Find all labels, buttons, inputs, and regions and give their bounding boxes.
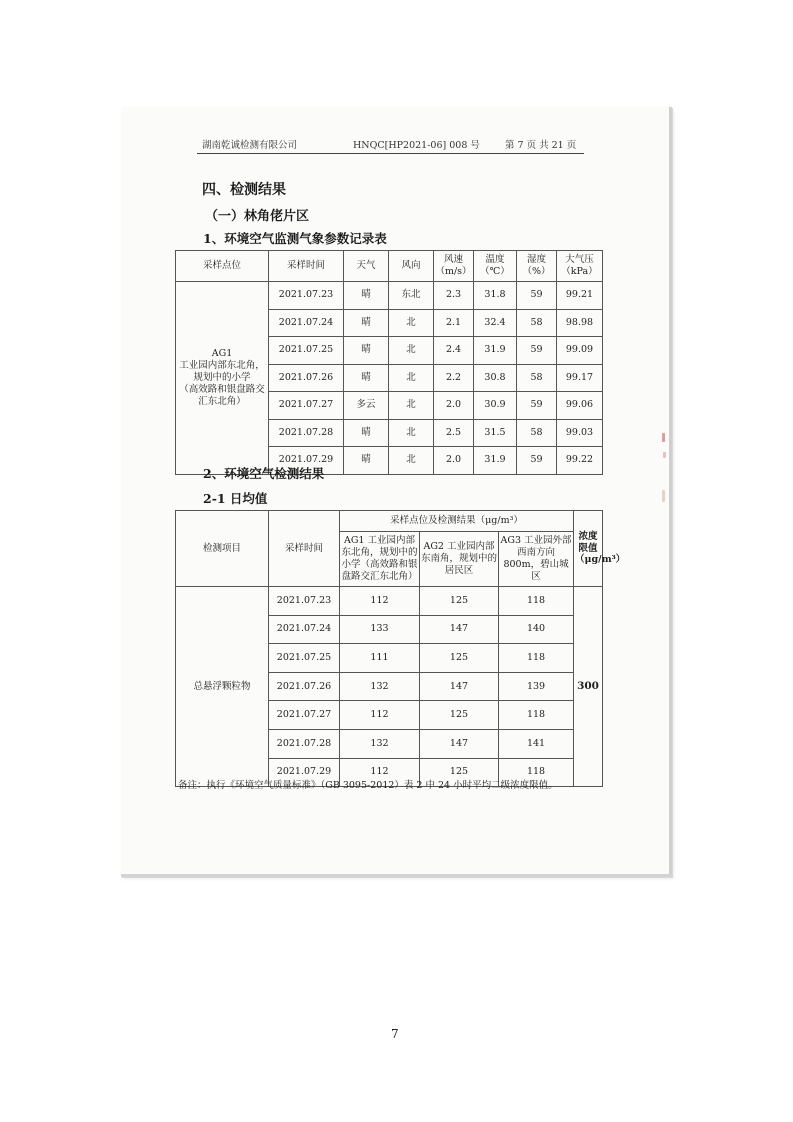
page-number: 7	[391, 1027, 399, 1041]
table-cell: 2021.07.24	[269, 309, 344, 337]
table1-header-cell: 温度 （℃）	[474, 251, 517, 282]
table-cell: 147	[420, 672, 499, 701]
table-cell: 31.9	[474, 337, 517, 365]
table-cell: 2021.07.26	[269, 672, 340, 701]
table-cell: 99.21	[557, 282, 603, 310]
site-header-cell: AG3 工业园外部西南方向 800m，碧山城区	[499, 532, 574, 587]
table-cell: 晴	[344, 337, 389, 365]
table-cell: 32.4	[474, 309, 517, 337]
air-quality-table	[175, 510, 626, 787]
table-cell: 2.4	[434, 337, 474, 365]
table-cell: 125	[420, 587, 499, 616]
table-cell: 2021.07.29	[269, 758, 340, 787]
table-cell: 北	[389, 364, 434, 392]
table-cell: 111	[340, 644, 420, 673]
table-cell: 99.03	[557, 419, 603, 447]
table-cell: 北	[389, 447, 434, 475]
table-cell: 2.2	[434, 364, 474, 392]
table2-header-row-1	[176, 511, 603, 532]
table2-header-limit: 浓度限值 （μg/m³）	[574, 511, 603, 587]
table-cell: 99.17	[557, 364, 603, 392]
table-cell: 东北	[389, 282, 434, 310]
header-company: 湖南乾诚检测有限公司	[202, 140, 298, 151]
table-cell: 118	[499, 644, 574, 673]
stamp-mark	[662, 490, 665, 502]
table-cell: 59	[517, 282, 557, 310]
table-cell: 北	[389, 309, 434, 337]
table1-header-cell: 风向	[389, 251, 434, 282]
table-cell: 2.3	[434, 282, 474, 310]
scan-edge-right	[669, 107, 672, 877]
table-cell: 99.09	[557, 337, 603, 365]
table-cell: 北	[389, 337, 434, 365]
table-cell: 晴	[344, 309, 389, 337]
table-cell: 2.0	[434, 447, 474, 475]
table1-header-cell: 采样点位	[176, 251, 269, 282]
table-cell: 2021.07.23	[269, 587, 340, 616]
table-cell: 112	[340, 587, 420, 616]
table-cell: 多云	[344, 392, 389, 420]
table-cell: 58	[517, 419, 557, 447]
table-cell: 2021.07.26	[269, 364, 344, 392]
table-cell: 晴	[344, 282, 389, 310]
table-cell: 112	[340, 701, 420, 730]
table-cell: 112	[340, 758, 420, 787]
stamp-mark	[663, 452, 666, 458]
table-cell: 139	[499, 672, 574, 701]
table-cell: 125	[420, 701, 499, 730]
table-cell: 2021.07.28	[269, 419, 344, 447]
table-cell: 2021.07.25	[269, 644, 340, 673]
table-cell: 118	[499, 758, 574, 787]
site-header-cell: AG2 工业园内部东南角，规划中的居民区	[420, 532, 499, 587]
meteorological-table	[175, 250, 603, 475]
test-item-cell: 总悬浮颗粒物	[176, 587, 269, 787]
table-cell: 125	[420, 644, 499, 673]
table-cell: 99.22	[557, 447, 603, 475]
table-cell: 59	[517, 337, 557, 365]
table1-header-cell: 风速 （m/s）	[434, 251, 474, 282]
table1-header-cell: 湿度 （%）	[517, 251, 557, 282]
table-cell: 140	[499, 615, 574, 644]
table-cell: 31.5	[474, 419, 517, 447]
table-cell: 99.06	[557, 392, 603, 420]
table-cell: 2021.07.27	[269, 392, 344, 420]
table-cell: 147	[420, 729, 499, 758]
sampling-site-cell: AG1 工业园内部东北角，规划中的小学 （高效路和银盘路交汇东北角）	[176, 282, 269, 475]
header-rule	[197, 153, 584, 154]
table-cell: 132	[340, 672, 420, 701]
table1-header-cell: 采样时间	[269, 251, 344, 282]
table-cell: 141	[499, 729, 574, 758]
table-cell: 132	[340, 729, 420, 758]
table2-header-item: 检测项目	[176, 511, 269, 587]
table2-note: 备注：执行《环境空气质量标准》（GB 3095-2012）表 2 中 24 小时平均二级浓度限值。	[178, 780, 558, 791]
table-row	[176, 282, 603, 310]
table-cell: 2021.07.27	[269, 701, 340, 730]
table-cell: 133	[340, 615, 420, 644]
table1-title: 1、环境空气监测气象参数记录表	[203, 231, 387, 246]
header-report-number: HNQC[HP2021-06] 008 号	[353, 140, 480, 151]
table-cell: 晴	[344, 447, 389, 475]
table-cell: 58	[517, 364, 557, 392]
table-cell: 30.8	[474, 364, 517, 392]
header-page-info: 第 7 页 共 21 页	[505, 140, 577, 151]
scan-edge-bottom	[121, 874, 672, 877]
table-cell: 118	[499, 701, 574, 730]
table-cell: 98.98	[557, 309, 603, 337]
table2-subtitle: 2-1 日均值	[203, 491, 268, 506]
subsection-heading: （一）林角佬片区	[205, 209, 310, 224]
table-cell: 58	[517, 309, 557, 337]
table-cell: 2021.07.29	[269, 447, 344, 475]
table-cell: 2021.07.24	[269, 615, 340, 644]
table1-header-cell: 天气	[344, 251, 389, 282]
limit-value-cell: 300	[574, 587, 603, 787]
section-heading: 四、检测结果	[202, 182, 286, 198]
table-cell: 2.1	[434, 309, 474, 337]
table-cell: 晴	[344, 419, 389, 447]
table1-header-row	[176, 251, 603, 282]
table-cell: 晴	[344, 364, 389, 392]
table-cell: 31.9	[474, 447, 517, 475]
table2-header-group: 采样点位及检测结果（μg/m³）	[340, 511, 574, 532]
table-cell: 北	[389, 419, 434, 447]
table2-title: 2、环境空气检测结果	[203, 466, 325, 481]
table-cell: 2021.07.25	[269, 337, 344, 365]
table-cell: 59	[517, 392, 557, 420]
site-header-cell: AG1 工业园内部东北角，规划中的小学（高效路和银盘路交汇东北角）	[340, 532, 420, 587]
table-cell: 31.8	[474, 282, 517, 310]
table1-header-cell: 大气压 （kPa）	[557, 251, 603, 282]
table-cell: 北	[389, 392, 434, 420]
stamp-mark	[662, 433, 665, 442]
table-cell: 147	[420, 615, 499, 644]
table-cell: 30.9	[474, 392, 517, 420]
table-cell: 59	[517, 447, 557, 475]
table-row	[176, 587, 603, 616]
table-cell: 2021.07.23	[269, 282, 344, 310]
table-cell: 2.0	[434, 392, 474, 420]
table-cell: 125	[420, 758, 499, 787]
table-cell: 2.5	[434, 419, 474, 447]
table-cell: 2021.07.28	[269, 729, 340, 758]
table2-header-time: 采样时间	[269, 511, 340, 587]
table-cell: 118	[499, 587, 574, 616]
